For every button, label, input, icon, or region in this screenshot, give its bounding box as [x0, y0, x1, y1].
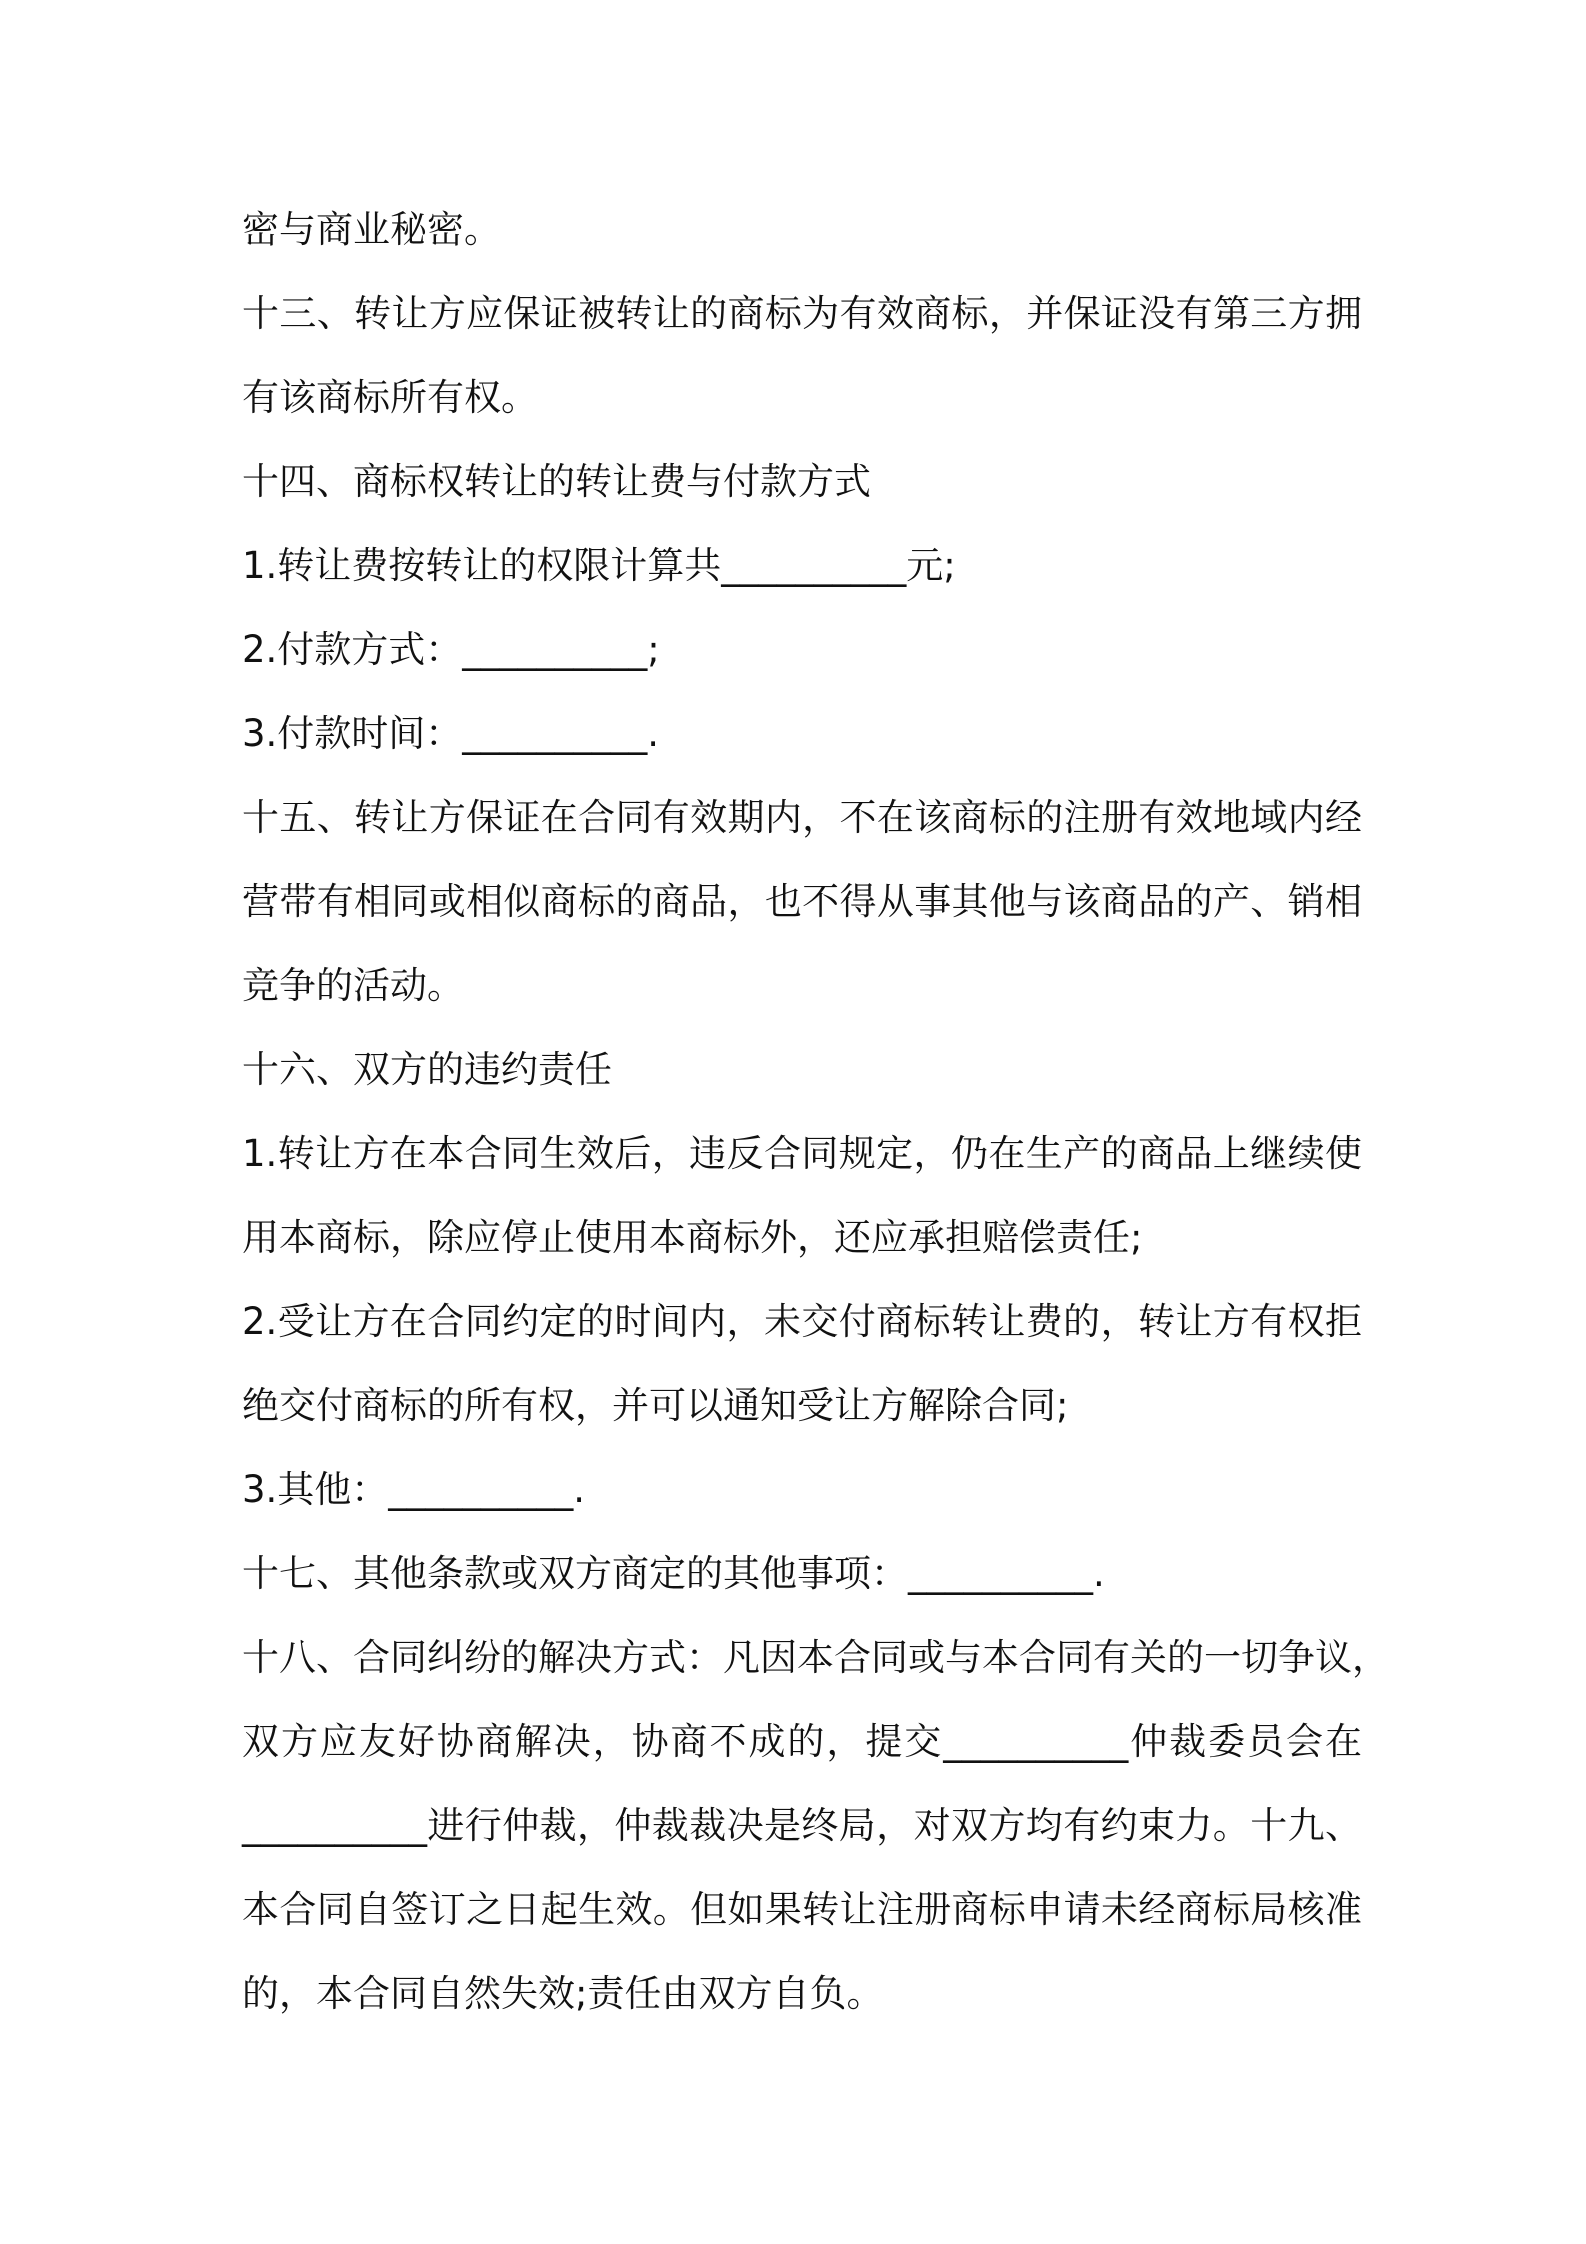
text-line: 密与商业秘密。	[242, 208, 501, 251]
section-heading: 十四、商标权转让的转让费与付款方式	[242, 460, 871, 503]
text-line: 十五、转让方保证在合同有效期内，不在该商标的注册有效地域内经	[242, 796, 1362, 839]
text-line: 十七、其他条款或双方商定的其他事项：__________.	[242, 1552, 1105, 1595]
text-line: 3.其他：__________.	[242, 1468, 586, 1511]
text-line: 双方应友好协商解决，协商不成的，提交__________仲裁委员会在	[242, 1720, 1362, 1763]
text-line: 2.受让方在合同约定的时间内，未交付商标转让费的，转让方有权拒	[242, 1300, 1362, 1343]
text-line: 1.转让费按转让的权限计算共__________元;	[242, 544, 956, 587]
text-line: 营带有相同或相似商标的商品，也不得从事其他与该商品的产、销相	[242, 880, 1362, 923]
text-line: 竞争的活动。	[242, 964, 464, 1007]
text-line: 绝交付商标的所有权，并可以通知受让方解除合同;	[242, 1384, 1069, 1427]
text-line: 十三、转让方应保证被转让的商标为有效商标，并保证没有第三方拥	[242, 292, 1362, 335]
section-heading: 十六、双方的违约责任	[242, 1048, 612, 1091]
text-line: 1.转让方在本合同生效后，违反合同规定，仍在生产的商品上继续使	[242, 1132, 1362, 1175]
text-line: 2.付款方式：__________;	[242, 628, 660, 671]
text-line: 本合同自签订之日起生效。但如果转让注册商标申请未经商标局核准	[242, 1888, 1362, 1931]
text-line: 有该商标所有权。	[242, 376, 538, 419]
text-line: 的，本合同自然失效;责任由双方自负。	[242, 1972, 884, 2015]
text-line: 十八、合同纠纷的解决方式：凡因本合同或与本合同有关的一切争议，	[242, 1636, 1389, 1679]
text-line: 用本商标，除应停止使用本商标外，还应承担赔偿责任;	[242, 1216, 1143, 1259]
document-body	[242, 188, 1389, 2036]
text-line: __________进行仲裁，仲裁裁决是终局，对双方均有约束力。十九、	[242, 1804, 1362, 1847]
text-line: 3.付款时间：__________.	[242, 712, 660, 755]
